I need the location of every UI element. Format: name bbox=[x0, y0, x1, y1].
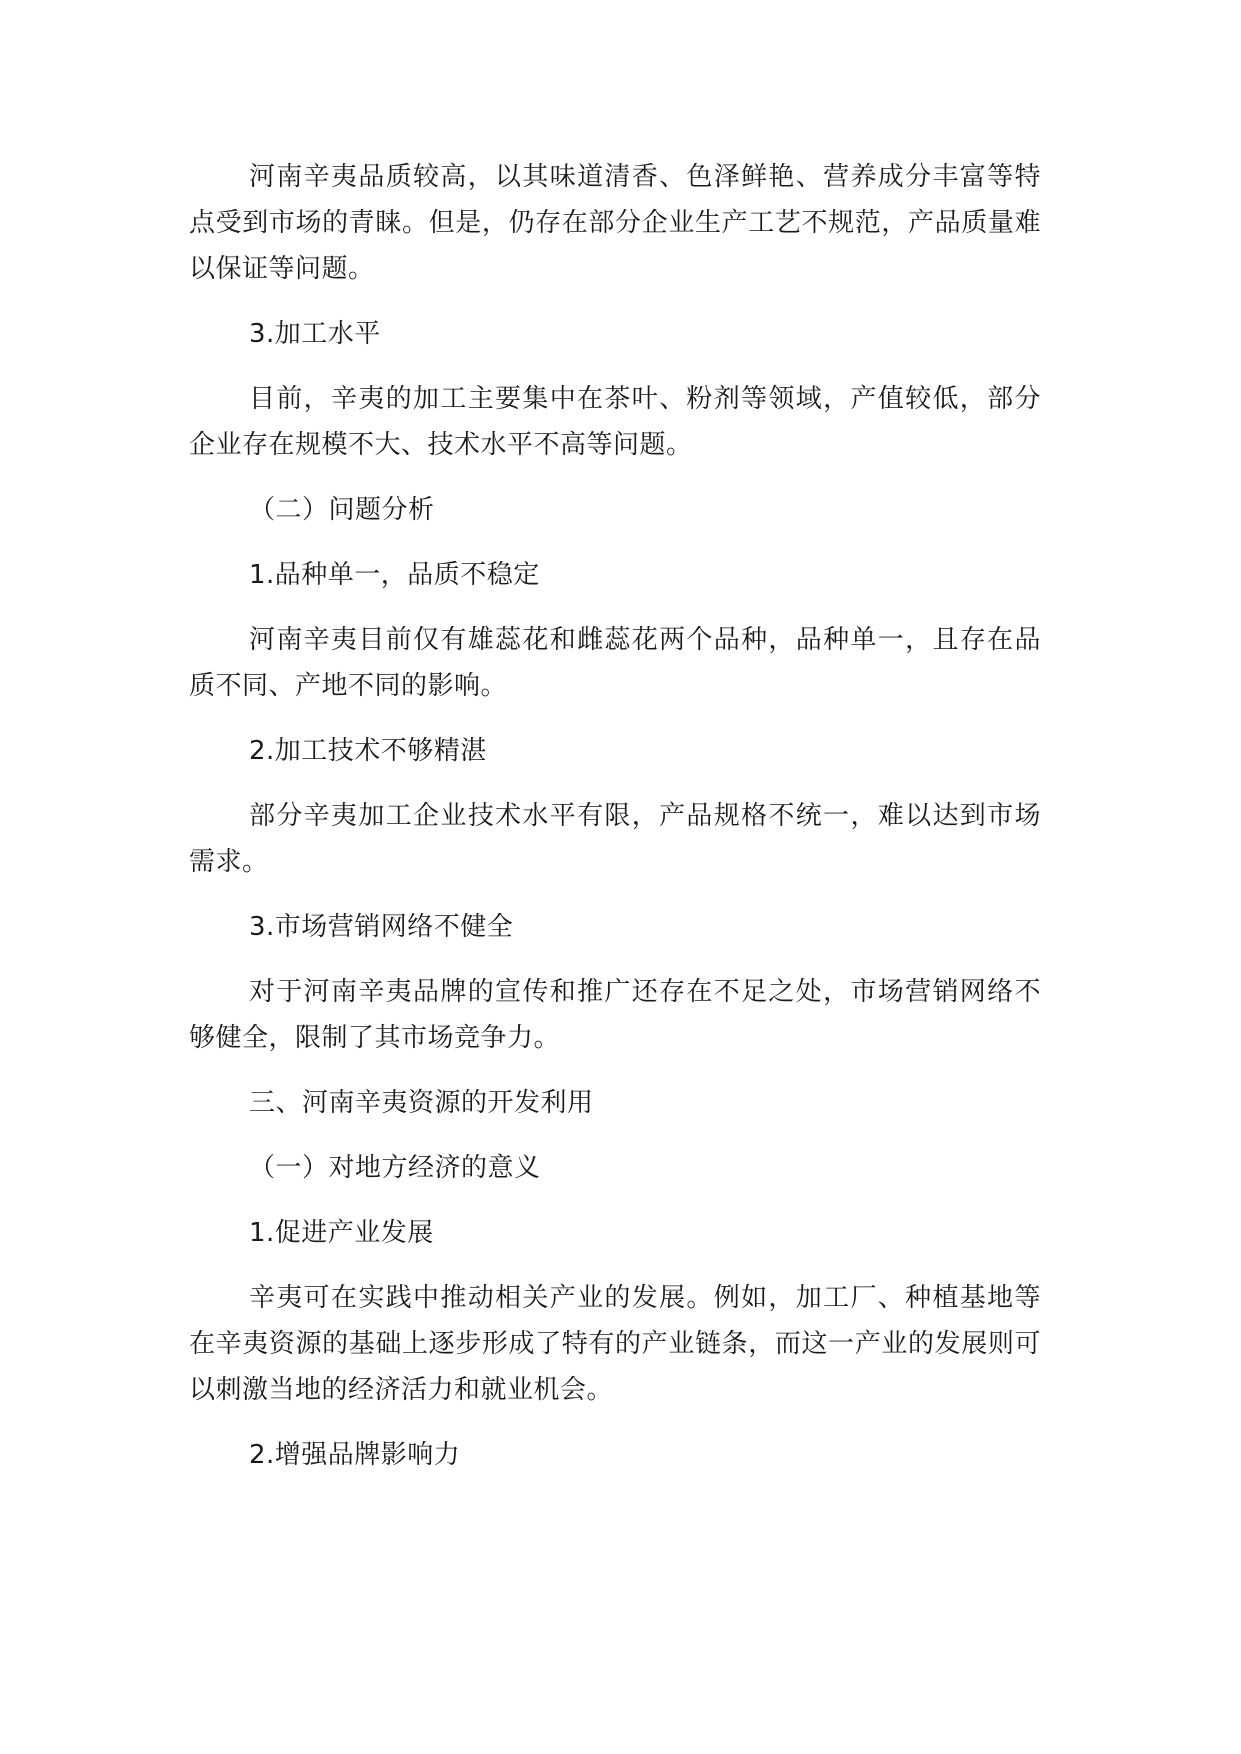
paragraph-single-variety: 河南辛夷目前仅有雄蕊花和雌蕊花两个品种，品种单一，且存在品质不同、产地不同的影响。 bbox=[189, 625, 1041, 701]
document-body bbox=[189, 154, 1041, 1497]
paragraph-industry-development: 辛夷可在实践中推动相关产业的发展。例如，加工厂、种植基地等在辛夷资源的基础上逐步形成了特有的产业链条，而这一产业的发展则可以刺激当地的经济活力和就业机会。 bbox=[189, 1283, 1041, 1405]
paragraph-processing: 目前，辛夷的加工主要集中在茶叶、粉剂等领域，产值较低，部分企业存在规模不大、技术水平不高等问题。 bbox=[189, 384, 1041, 460]
heading-single-variety: 1.品种单一，品质不稳定 bbox=[249, 560, 540, 590]
heading-marketing-network: 3.市场营销网络不健全 bbox=[249, 912, 514, 942]
heading-development-utilization: 三、河南辛夷资源的开发利用 bbox=[249, 1088, 594, 1118]
heading-processing-technology: 2.加工技术不够精湛 bbox=[249, 736, 487, 766]
heading-problem-analysis: （二）问题分析 bbox=[249, 495, 435, 525]
paragraph-processing-technology: 部分辛夷加工企业技术水平有限，产品规格不统一，难以达到市场需求。 bbox=[189, 801, 1041, 877]
heading-industry-development: 1.促进产业发展 bbox=[249, 1218, 434, 1248]
paragraph-quality: 河南辛夷品质较高，以其味道清香、色泽鲜艳、营养成分丰富等特点受到市场的青睐。但是，仍存在部分企业生产工艺不规范，产品质量难以保证等问题。 bbox=[189, 162, 1041, 284]
heading-processing-level: 3.加工水平 bbox=[249, 319, 381, 349]
heading-local-economy: （一）对地方经济的意义 bbox=[249, 1153, 541, 1183]
heading-brand-influence: 2.增强品牌影响力 bbox=[249, 1440, 461, 1470]
paragraph-marketing-network: 对于河南辛夷品牌的宣传和推广还存在不足之处，市场营销网络不够健全，限制了其市场竞争力。 bbox=[189, 977, 1041, 1053]
